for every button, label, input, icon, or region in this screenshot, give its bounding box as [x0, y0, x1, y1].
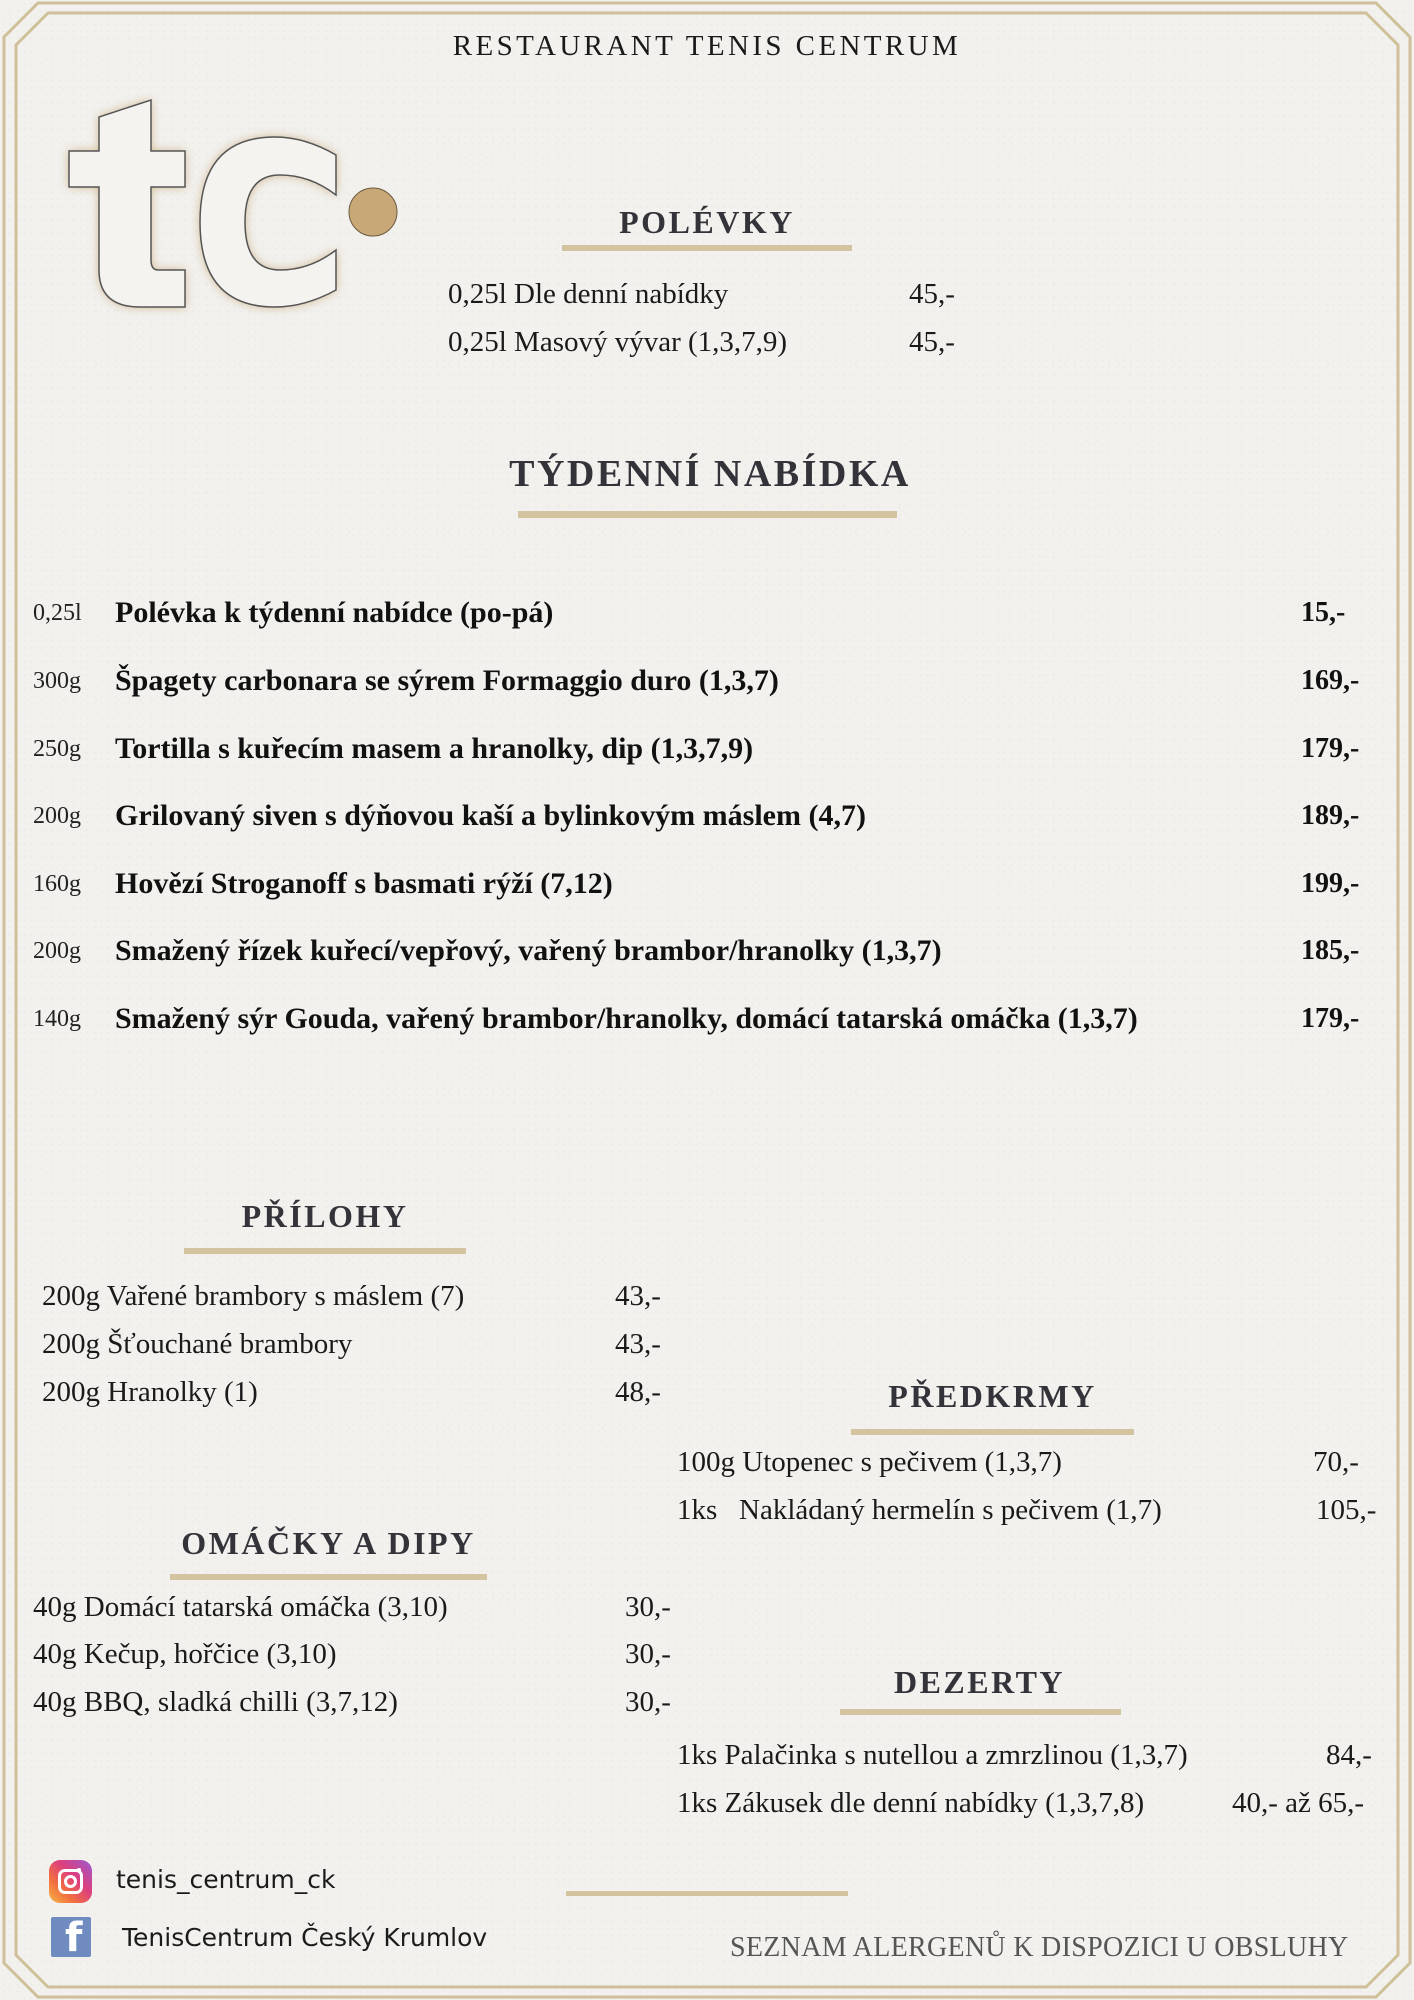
soups-heading-rule [562, 245, 852, 251]
weekly-item-price: 189,- [1301, 800, 1360, 831]
weekly-item-qty: 200g [33, 938, 81, 964]
starters-heading-rule [851, 1429, 1134, 1435]
weekly-item-qty: 160g [33, 871, 81, 897]
weekly-item-name: Tortilla s kuřecím masem a hranolky, dip (1,3,7,9) [115, 732, 754, 765]
weekly-item-name: Smažený sýr Gouda, vařený brambor/hranolky, domácí tatarská omáčka (1,3,7) [115, 1002, 1138, 1035]
starter-item-price: 70,- [1313, 1446, 1359, 1478]
weekly-item-qty: 200g [33, 803, 81, 829]
weekly-item-price: 179,- [1301, 1003, 1360, 1034]
sauce-item-price: 30,- [625, 1686, 671, 1718]
soup-item-price: 45,- [909, 278, 955, 310]
starter-item-price: 105,- [1316, 1494, 1377, 1526]
weekly-item-price: 15,- [1301, 597, 1346, 628]
soup-item-label: 0,25l Masový vývar (1,3,7,9) [448, 326, 788, 358]
facebook-page-name[interactable]: TenisCentrum Český Krumlov [122, 1923, 488, 1952]
desserts-heading: DEZERTY [893, 1664, 1066, 1700]
weekly-item-name: Grilovaný siven s dýňovou kaší a bylinkovým máslem (4,7) [115, 799, 866, 832]
weekly-item-qty: 250g [33, 736, 81, 762]
weekly-item-qty: 300g [33, 668, 81, 694]
dessert-item-label: 1ks Zákusek dle denní nabídky (1,3,7,8) [677, 1787, 1145, 1819]
sauce-item-label: 40g Kečup, hořčice (3,10) [33, 1638, 337, 1670]
weekly-item-price: 179,- [1301, 733, 1360, 764]
weekly-item-name: Polévka k týdenní nabídce (po-pá) [115, 596, 554, 629]
sauce-item-label: 40g BBQ, sladká chilli (3,7,12) [33, 1686, 398, 1718]
starter-item-label: 100g Utopenec s pečivem (1,3,7) [677, 1446, 1062, 1478]
weekly-item-price: 199,- [1301, 868, 1360, 899]
dessert-item-price: 84,- [1326, 1739, 1372, 1771]
side-item-label: 200g Šťouchané brambory [42, 1328, 353, 1360]
side-item-label: 200g Hranolky (1) [42, 1376, 258, 1408]
tc-logo [55, 80, 415, 330]
instagram-icon[interactable] [49, 1860, 92, 1903]
soup-item-price: 45,- [909, 326, 955, 358]
facebook-icon[interactable]: f [51, 1917, 91, 1957]
side-item-price: 48,- [615, 1376, 661, 1408]
instagram-handle[interactable]: tenis_centrum_ck [116, 1865, 336, 1894]
starter-item-label: 1ks Nakládaný hermelín s pečivem (1,7) [677, 1494, 1162, 1526]
soups-heading: POLÉVKY [619, 204, 795, 240]
sauce-item-label: 40g Domácí tatarská omáčka (3,10) [33, 1591, 448, 1623]
weekly-item-qty: 0,25l [33, 600, 82, 626]
sauces-heading-rule [170, 1574, 487, 1580]
sides-heading-rule [184, 1248, 466, 1254]
weekly-item-price: 169,- [1301, 665, 1360, 696]
weekly-heading-rule [518, 511, 897, 518]
allergen-note: SEZNAM ALERGENŮ K DISPOZICI U OBSLUHY [730, 1932, 1349, 1963]
side-item-price: 43,- [615, 1328, 661, 1360]
soup-item-label: 0,25l Dle denní nabídky [448, 278, 729, 310]
side-item-label: 200g Vařené brambory s máslem (7) [42, 1280, 465, 1312]
weekly-item-qty: 140g [33, 1006, 81, 1032]
sides-heading: PŘÍLOHY [241, 1198, 409, 1234]
dessert-item-price: 40,- až 65,- [1232, 1787, 1365, 1819]
desserts-heading-rule [840, 1709, 1121, 1715]
starters-heading: PŘEDKRMY [888, 1378, 1097, 1414]
weekly-item-name: Špagety carbonara se sýrem Formaggio duro (1,3,7) [115, 664, 779, 697]
side-item-price: 43,- [615, 1280, 661, 1312]
dessert-item-label: 1ks Palačinka s nutellou a zmrzlinou (1,3,7) [677, 1739, 1188, 1771]
sauce-item-price: 30,- [625, 1638, 671, 1670]
weekly-heading: TÝDENNÍ NABÍDKA [509, 453, 911, 495]
weekly-item-name: Smažený řízek kuřecí/vepřový, vařený brambor/hranolky (1,3,7) [115, 934, 942, 967]
restaurant-title: RESTAURANT TENIS CENTRUM [452, 30, 962, 62]
weekly-item-price: 185,- [1301, 935, 1360, 966]
sauce-item-price: 30,- [625, 1591, 671, 1623]
sauces-heading: OMÁČKY A DIPY [181, 1525, 476, 1561]
footer-rule [566, 1891, 848, 1896]
weekly-item-name: Hovězí Stroganoff s basmati rýží (7,12) [115, 867, 613, 900]
